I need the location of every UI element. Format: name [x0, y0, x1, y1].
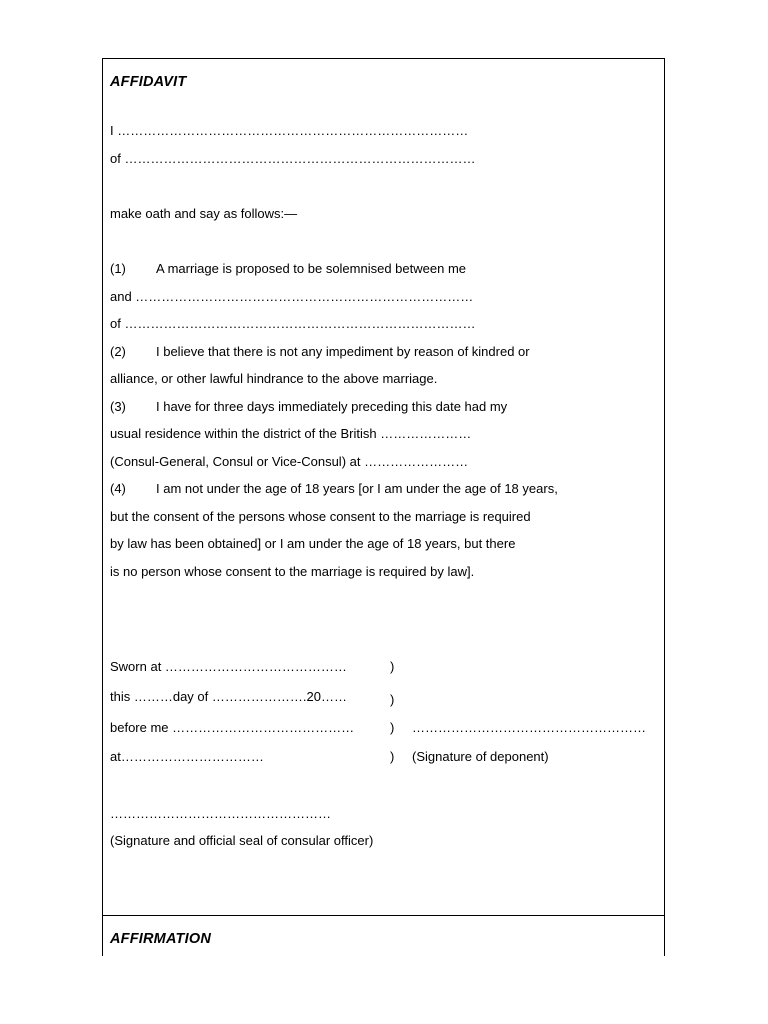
- paragraph-2-continued: alliance, or other lawful hindrance to the above marriage.: [110, 371, 438, 386]
- paragraph-1-number: (1): [110, 261, 126, 276]
- paragraph-1: [110, 261, 466, 277]
- sworn-place-line: at……………………………: [110, 749, 264, 764]
- paragraph-2-text: I believe that there is not any impediment by reason of kindred or: [156, 344, 530, 359]
- affirmation-title: AFFIRMATION: [110, 931, 211, 947]
- before-me-line: before me ……………………………………: [110, 720, 355, 735]
- paragraph-3-text: I have for three days immediately preceding this date had my: [156, 399, 508, 414]
- paragraph-3: [110, 399, 507, 415]
- deponent-name-line: I ………………………………………………………………………: [110, 123, 469, 138]
- bracket-3: ): [390, 720, 395, 735]
- paragraph-4-continued-1: but the consent of the persons whose consent to the marriage is required: [110, 509, 531, 524]
- paragraph-4-continued-3: is no person whose consent to the marriage is required by law].: [110, 564, 475, 579]
- deponent-signature-label: (Signature of deponent): [412, 749, 549, 764]
- bracket-4: ): [390, 749, 395, 764]
- paragraph-3-continued-1: usual residence within the district of the British …………………: [110, 426, 472, 441]
- paragraph-4-continued-2: by law has been obtained] or I am under the age of 18 years, but there: [110, 536, 516, 551]
- officer-signature-line: ……………………………………………: [110, 806, 331, 821]
- bracket-2: ): [390, 692, 395, 707]
- partner-address-line: of ………………………………………………………………………: [110, 316, 476, 331]
- deponent-address-line: of ………………………………………………………………………: [110, 151, 476, 166]
- affidavit-title: AFFIDAVIT: [110, 74, 187, 90]
- paragraph-3-number: (3): [110, 399, 126, 414]
- paragraph-2: [110, 344, 530, 360]
- paragraph-1-text: A marriage is proposed to be solemnised between me: [156, 261, 467, 276]
- paragraph-4-text: I am not under the age of 18 years [or I am under the age of 18 years,: [156, 481, 558, 496]
- officer-signature-label: (Signature and official seal of consular officer): [110, 833, 374, 848]
- paragraph-2-number: (2): [110, 344, 126, 359]
- paragraph-4: [110, 481, 558, 497]
- paragraph-3-continued-2: (Consul-General, Consul or Vice-Consul) at ……………………: [110, 454, 469, 469]
- paragraph-4-number: (4): [110, 481, 126, 496]
- bracket-1: ): [390, 659, 395, 674]
- partner-name-line: and ……………………………………………………………………: [110, 289, 474, 304]
- sworn-at-line: Sworn at ……………………………………: [110, 659, 347, 674]
- deponent-signature-line: ………………………………………………: [412, 720, 646, 735]
- sworn-date-line: this ………day of ………………….20……: [110, 689, 347, 704]
- oath-intro: make oath and say as follows:—: [110, 206, 298, 221]
